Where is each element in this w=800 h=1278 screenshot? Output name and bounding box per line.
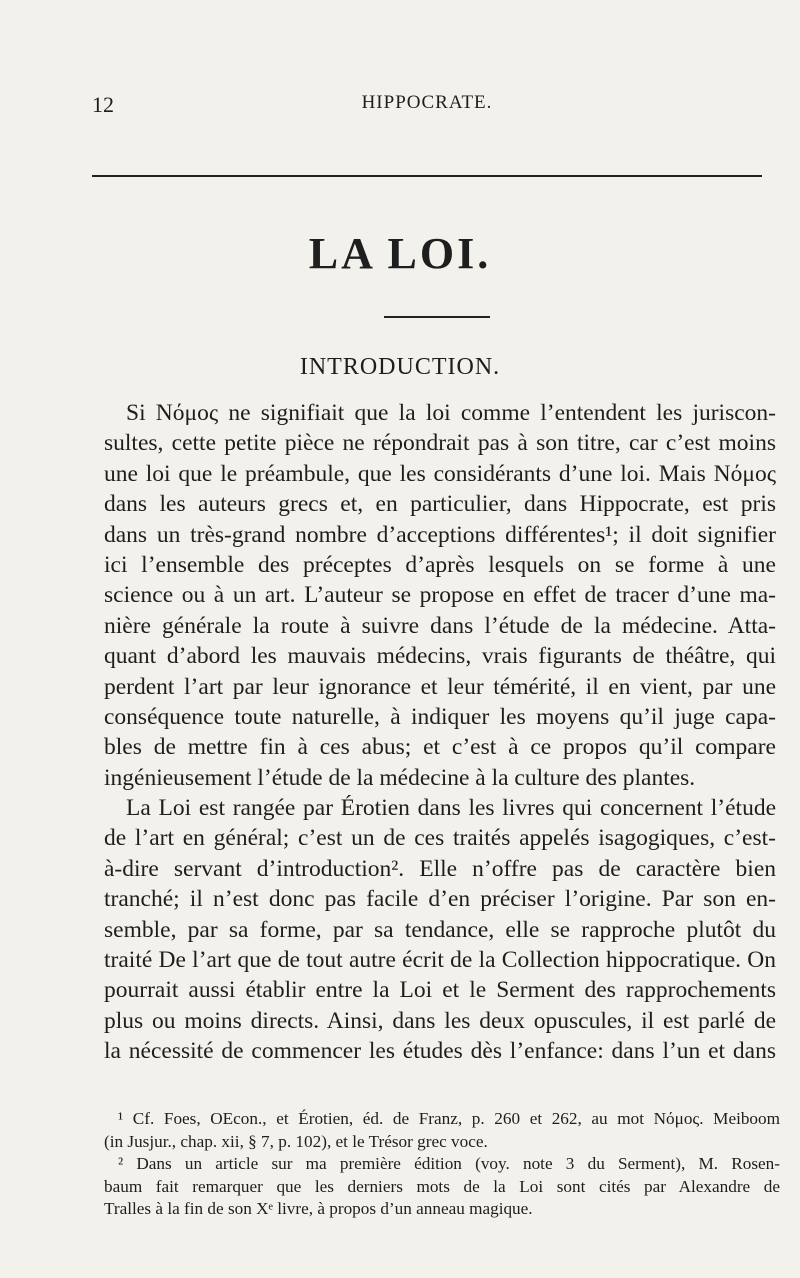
running-head <box>92 92 762 122</box>
text-line: perdent l’art par leur ignorance et leur témérité, il en vient, par une <box>104 673 776 700</box>
text-line: semble, par sa forme, par sa tendance, elle se rapproche plutôt du <box>104 916 776 943</box>
paragraph-1 <box>104 398 776 793</box>
text-line: science ou à un art. L’auteur se propose en effet de tracer d’une ma- <box>104 582 776 609</box>
page-number: 12 <box>92 92 114 117</box>
body-text <box>104 398 776 1067</box>
text-line: plus ou moins directs. Ainsi, dans les deux opuscules, il est parlé de <box>104 1007 776 1034</box>
text-line: à-dire servant d’introduction². Elle n’offre pas de caractère bien <box>104 855 776 882</box>
text-line: nière générale la route à suivre dans l’étude de la médecine. Atta- <box>104 612 776 639</box>
text-line: dans les auteurs grecs et, en particulier, dans Hippocrate, est pris <box>104 491 776 518</box>
footnotes <box>104 1108 780 1221</box>
text-line: sultes, cette petite pièce ne répondrait pas à son titre, car c’est moins <box>104 430 776 457</box>
chapter-title: LA LOI. <box>308 229 492 278</box>
text-line: tranché; il n’est donc pas facile d’en préciser l’origine. Par son en- <box>104 886 776 913</box>
footnote-line: ¹ Cf. Foes, OEcon., et Érotien, éd. de Franz, p. 260 et 262, au mot Νόμος. Meiboom <box>118 1109 780 1128</box>
text-line: de l’art en général; c’est un de ces traités appelés isagogiques, c’est- <box>104 825 776 852</box>
text-line: la nécessité de commencer les études dès l’enfance: dans l’un et dans <box>104 1038 776 1065</box>
header-rule <box>92 175 762 177</box>
paragraph-2 <box>104 793 776 1067</box>
text-line: Si Νόμος ne signifiait que la loi comme l’entendent les juriscon- <box>126 400 776 426</box>
text-line: une loi que le préambule, que les considérants d’une loi. Mais Νόμος <box>104 460 776 487</box>
footnote-line: Tralles à la fin de son Xᵉ livre, à propos d’un anneau magique. <box>104 1199 533 1219</box>
footnote-line: ² Dans un article sur ma première édition (voy. note 3 du Serment), M. Rosen- <box>118 1154 780 1174</box>
title-rule <box>384 316 490 318</box>
text-line: traité De l’art que de tout autre écrit de la Collection hippocratique. On <box>104 947 776 974</box>
text-line: pourrait aussi établir entre la Loi et le Serment des rapprochements <box>104 977 776 1004</box>
running-title: HIPPOCRATE. <box>361 92 493 113</box>
footnote-2 <box>104 1153 780 1221</box>
text-line: dans un très-grand nombre d’acceptions différentes¹; il doit signifier <box>104 521 776 548</box>
footnote-line: baum fait remarquer que les derniers mots de la Loi sont cités par Alexandre de <box>104 1176 780 1196</box>
footnote-1 <box>104 1108 780 1153</box>
footnote-line: (in Jusjur., chap. xii, § 7, p. 102), et le Trésor grec voce. <box>104 1131 488 1151</box>
text-line: bles de mettre fin à ces abus; et c’est à ce propos qu’il compare <box>104 734 776 761</box>
text-line: ici l’ensemble des préceptes d’après lesquels on se forme à une <box>104 551 776 578</box>
text-line: La Loi est rangée par Érotien dans les livres qui concernent l’étude <box>126 795 776 822</box>
text-line: quant d’abord les mauvais médecins, vrais figurants de théâtre, qui <box>104 643 776 670</box>
section-heading: INTRODUCTION. <box>299 354 501 380</box>
text-line: conséquence toute naturelle, à indiquer les moyens qu’il juge capa- <box>104 703 776 730</box>
text-line: ingénieusement l’étude de la médecine à la culture des plantes. <box>104 764 696 791</box>
